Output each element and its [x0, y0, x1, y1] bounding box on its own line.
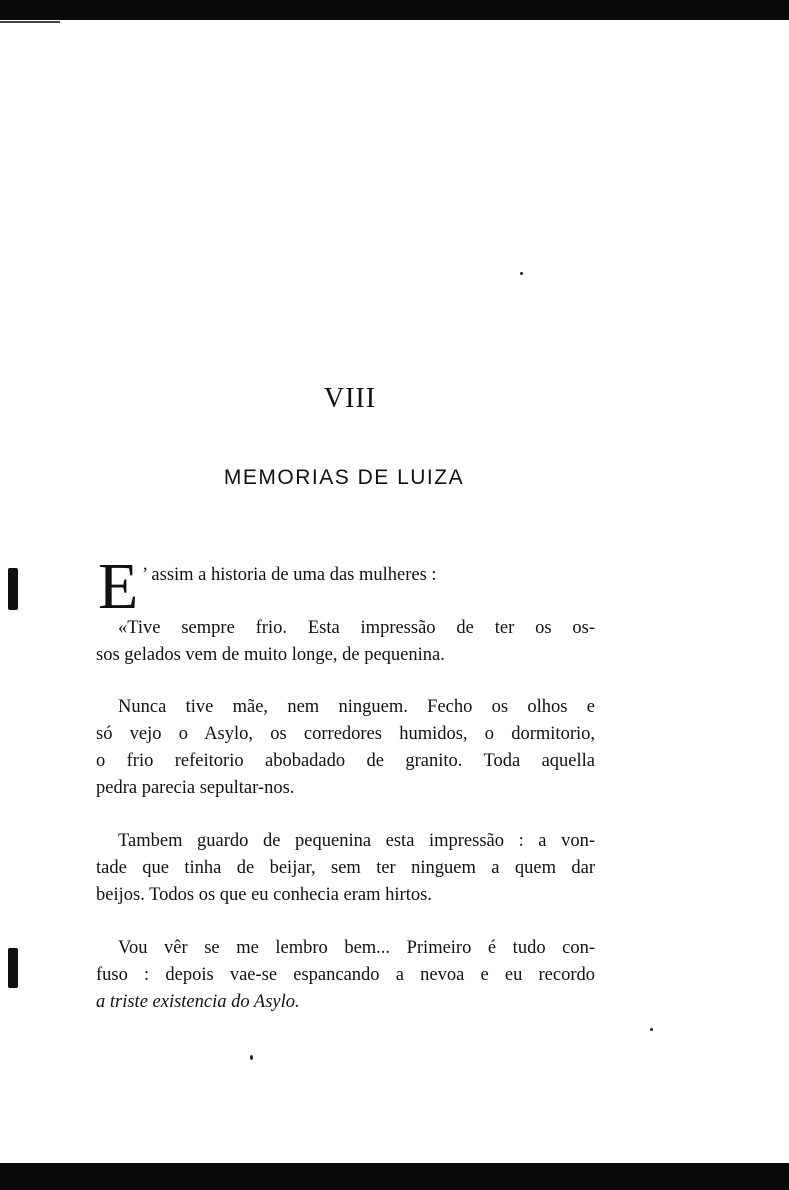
scan-edge-mark — [8, 948, 18, 988]
text-line: sos gelados vem de muito longe, de pequenina. — [96, 645, 445, 665]
text-line: pedra parecia sepultar-nos. — [96, 778, 295, 798]
text-line: «Tive sempre frio. Esta impressão de ter os os- — [118, 618, 595, 638]
scan-edge-mark — [8, 568, 18, 610]
scan-speck — [650, 1028, 653, 1031]
text-line: ’ assim a historia de uma das mulheres : — [142, 565, 437, 585]
text-line: só vejo o Asylo, os corredores humidos, o dormitorio, — [96, 724, 595, 744]
scan-speck — [250, 1055, 253, 1060]
text-line: Tambem guardo de pequenina esta impressão : a von- — [118, 831, 595, 851]
text-line: Nunca tive mãe, nem ninguem. Fecho os olhos e — [118, 697, 595, 717]
text-line: fuso : depois vae-se espancando a nevoa e eu recordo — [96, 965, 595, 985]
scan-top-border — [0, 0, 789, 20]
text-line: Vou vêr se me lembro bem... Primeiro é tudo con- — [118, 938, 595, 958]
scan-bottom-border — [0, 1163, 789, 1190]
chapter-number: VIII — [323, 383, 377, 414]
text-line: a triste existencia do Asylo. — [96, 992, 300, 1012]
drop-cap: E — [98, 550, 139, 623]
text-line: tade que tinha de beijar, sem ter ninguem a quem dar — [96, 858, 595, 878]
chapter-title: MEMORIAS DE LUIZA — [223, 466, 465, 489]
scan-top-rule — [0, 21, 60, 23]
text-line: beijos. Todos os que eu conhecia eram hirtos. — [96, 885, 432, 905]
scan-speck — [520, 272, 523, 275]
text-line: o frio refeitorio abobadado de granito. Toda aquella — [96, 751, 595, 771]
